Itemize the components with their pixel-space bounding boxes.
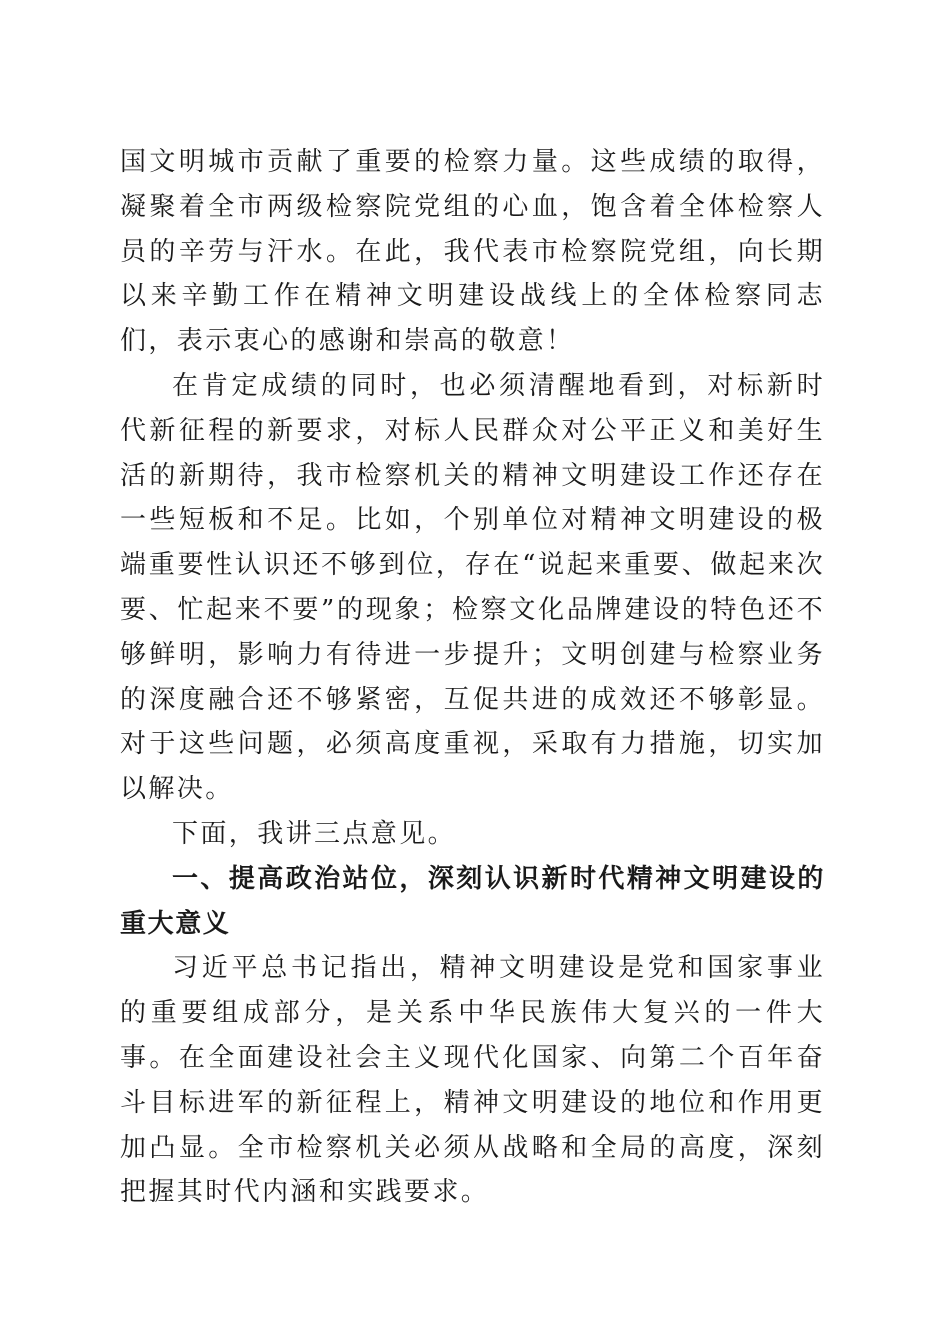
document-page	[120, 140, 825, 1215]
paragraph-section-1-body: 习近平总书记指出，精神文明建设是党和国家事业的重要组成部分，是关系中华民族伟大复兴的一件大事。在全面建设社会主义现代化国家、向第二个百年奋斗目标进军的新征程上，精神文明建设的地位和作用更加凸显。全市检察机关必须从战略和全局的高度，深刻把握其时代内涵和实践要求。	[120, 953, 825, 1208]
paragraph-shortcomings: 在肯定成绩的同时，也必须清醒地看到，对标新时代新征程的新要求，对标人民群众对公平正义和美好生活的新期待，我市检察机关的精神文明建设工作还存在一些短板和不足。比如，个别单位对精神文明建设的极端重要性认识还不够到位，存在“说起来重要、做起来次要、忙起来不要”的现象；检察文化品牌建设的特色还不够鲜明，影响力有待进一步提升；文明创建与检察业务的深度融合还不够紧密，互促共进的成效还不够彰显。对于这些问题，必须高度重视，采取有力措施，切实加以解决。	[120, 370, 825, 805]
section-heading-1: 一、提高政治站位，深刻认识新时代精神文明建设的重大意义	[120, 863, 825, 939]
paragraph-three-points: 下面，我讲三点意见。	[172, 818, 457, 849]
paragraph-continuation: 国文明城市贡献了重要的检察力量。这些成绩的取得，凝聚着全市两级检察院党组的心血，饱含着全体检察人员的辛劳与汗水。在此，我代表市检察院党组，向长期以来辛勤工作在精神文明建设战线上的全体检察同志们，表示衷心的感谢和崇高的敬意！	[120, 147, 825, 357]
